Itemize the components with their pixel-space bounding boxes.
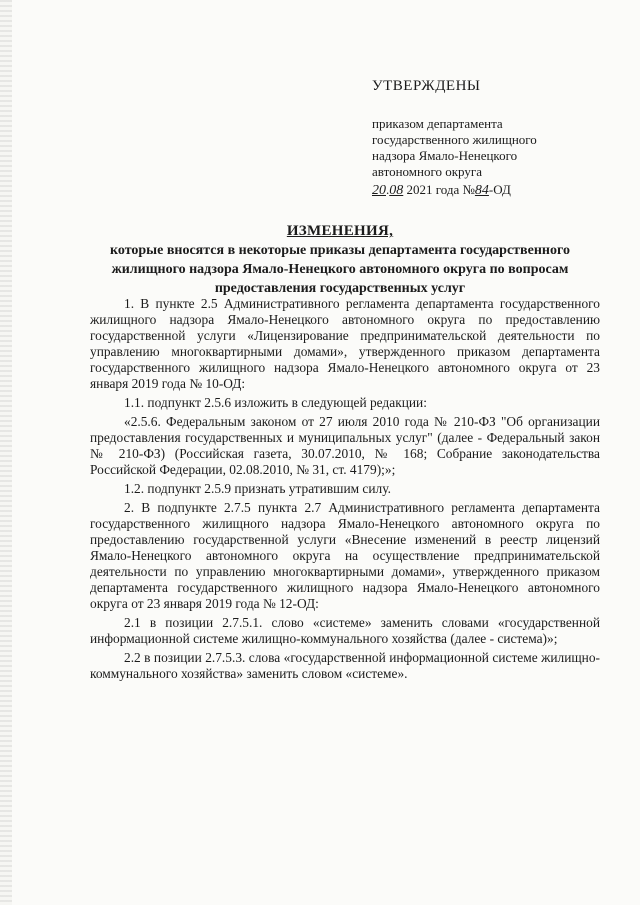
title-sub-2: жилищного надзора Ямало-Ненецкого автономного округа по вопросам xyxy=(111,262,569,277)
paragraph-1-2: 1.2. подпункт 2.5.9 признать утратившим силу. xyxy=(124,481,391,496)
title-sub-1: которые вносятся в некоторые приказы департамента государственного xyxy=(110,243,570,258)
title-sub-3: предоставления государственных услуг xyxy=(214,281,466,296)
date-year-text: 2021 года № xyxy=(406,182,475,197)
approval-block xyxy=(372,78,622,199)
order-suffix: -ОД xyxy=(488,182,511,197)
approval-line-3: надзора Ямало-Ненецкого xyxy=(372,148,518,163)
paragraph-1-1: 1.1. подпункт 2.5.6 изложить в следующей редакции: xyxy=(124,395,427,410)
paragraph-2: 2. В подпункте 2.7.5 пункта 2.7 Административного регламента департамента государственного жилищного надзора Ямало-Ненецкого автономного округа по предоставлению государственной услуги «Внесение изменений в реестр лицензий Ямало-Ненецкого автономного округа на осуществление предпринимательской деятельности по управлению многоквартирными домами», утвержденного приказом департамента государственного жилищного надзора Ямало-Ненецкого автономного округа от 23 января 2019 года № 12-ОД: xyxy=(90,500,600,611)
approval-line-1: приказом департамента xyxy=(372,116,503,131)
approval-heading: УТВЕРЖДЕНЫ xyxy=(372,78,481,94)
title-main: ИЗМЕНЕНИЯ, xyxy=(286,223,394,239)
order-number: 84 xyxy=(474,183,489,198)
approval-date-line: 20.08 2021 года №84-ОД xyxy=(372,182,511,198)
approval-line-4: автономного округа xyxy=(372,164,482,179)
paragraph-1: 1. В пункте 2.5 Административного регламента департамента государственного жилищного надзора Ямало-Ненецкого автономного округа по предоставлению государственной услуги «Лицензирование предпринимательской деятельности по управлению многоквартирными домами», утвержденного приказом департамента государственного жилищного надзора Ямало-Ненецкого автономного округа от 23 января 2019 года № 10-ОД: xyxy=(90,296,600,391)
paragraph-quote: «2.5.6. Федеральным законом от 27 июля 2010 года № 210-ФЗ "Об организации предоставления государственных и муниципальных услуг" (далее - Федеральный закон № 210-ФЗ) (Российская газета, 30.07.2010, № 168; Собрание законодательства Российской Федерации, 02.08.2010, № 31, ст. 4179);»; xyxy=(90,414,600,477)
document-body xyxy=(90,296,600,685)
document-title xyxy=(90,222,590,298)
approval-line-2: государственного жилищного xyxy=(372,132,537,147)
date-month: 08 xyxy=(389,183,404,198)
paragraph-2-1: 2.1 в позиции 2.7.5.1. слово «системе» заменить словами «государственной информационной системе жилищно-коммунального хозяйства (далее - система)»; xyxy=(90,615,600,646)
date-day: 20 xyxy=(372,183,386,198)
scan-edge xyxy=(0,0,12,905)
paragraph-2-2: 2.2 в позиции 2.7.5.3. слова «государственной информационной системе жилищно-коммунального хозяйства» заменить словом «системе». xyxy=(90,650,600,681)
